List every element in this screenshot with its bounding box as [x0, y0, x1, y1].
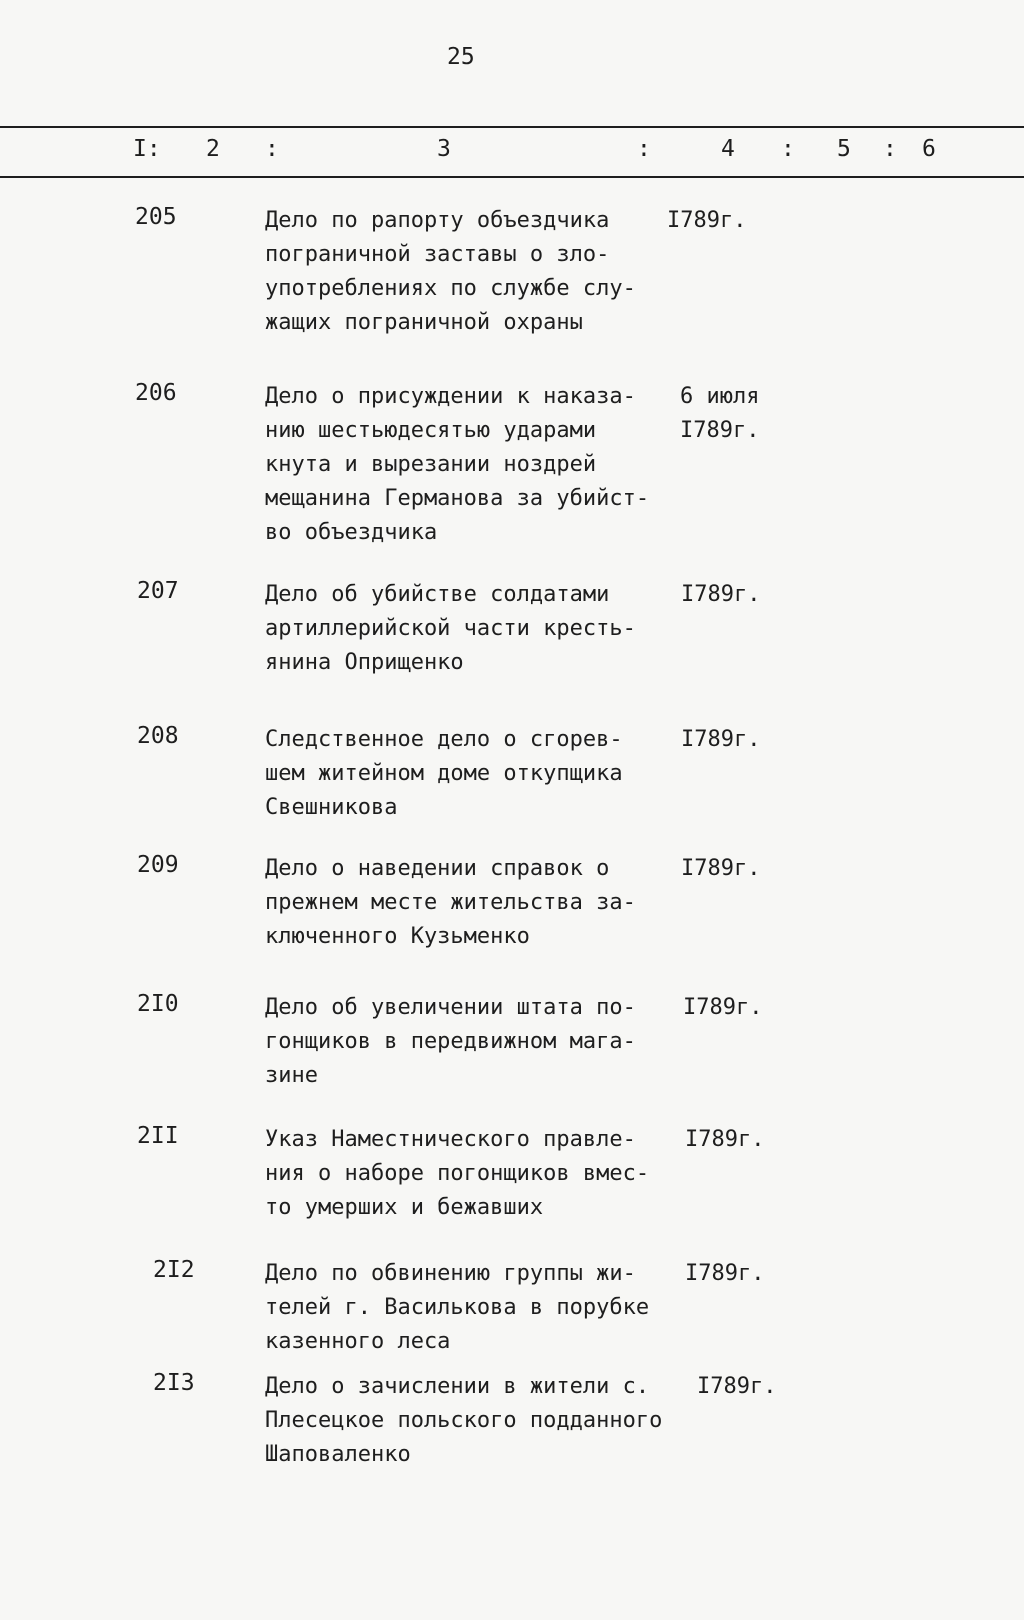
header-separator: : [781, 136, 795, 162]
entry-number: 2I0 [137, 991, 179, 1017]
date-line: I789г. [685, 1261, 765, 1286]
description-line: Указ Наместнического правле- [265, 1127, 636, 1152]
description-line: Свешникова [265, 795, 398, 820]
header-separator: : [637, 136, 651, 162]
table-header-top-rule [0, 126, 1024, 128]
entry-number: 2I2 [153, 1257, 195, 1283]
description-line: употреблениях по службе слу- [265, 276, 636, 301]
entry-date [667, 204, 746, 238]
header-col-6: 6 [922, 136, 936, 162]
header-col-4: 4 [721, 136, 735, 162]
description-line: гонщиков в передвижном мага- [265, 1029, 636, 1054]
entry-description [265, 1370, 662, 1472]
description-line: Следственное дело о сгорев- [265, 727, 623, 752]
entry-description [265, 991, 636, 1093]
description-line: мещанина Германова за убийст- [265, 486, 650, 511]
description-line: телей г. Василькова в порубке [265, 1295, 650, 1320]
header-separator: : [265, 136, 279, 162]
description-line: Дело об увеличении штата по- [265, 995, 636, 1020]
date-line: I789г. [681, 856, 761, 881]
header-separator: : [883, 136, 897, 162]
entry-date [697, 1370, 776, 1404]
date-line: I789г. [680, 418, 760, 443]
entry-date [685, 1123, 764, 1157]
entry-description [265, 723, 623, 825]
table-header-bottom-rule [0, 176, 1024, 178]
description-line: артиллерийской части кресть- [265, 616, 636, 641]
description-line: Плесецкое польского подданного [265, 1408, 663, 1433]
entry-date [680, 380, 759, 448]
entry-date [681, 723, 760, 757]
description-line: зине [265, 1063, 318, 1088]
description-line: Шаповаленко [265, 1442, 411, 1467]
description-line: прежнем месте жительства за- [265, 890, 636, 915]
header-col-2: 2 [206, 136, 220, 162]
description-line: Дело по рапорту объездчика [265, 208, 610, 233]
entry-number: 205 [135, 204, 177, 230]
entry-number: 209 [137, 852, 179, 878]
entry-date [683, 991, 762, 1025]
date-line: I789г. [697, 1374, 777, 1399]
entry-number: 2I3 [153, 1370, 195, 1396]
date-line: I789г. [681, 727, 761, 752]
entry-number: 207 [137, 578, 179, 604]
header-col-1: I: [133, 136, 161, 162]
entry-description [265, 380, 649, 550]
date-line: I789г. [681, 582, 761, 607]
description-line: казенного леса [265, 1329, 451, 1354]
description-line: Дело об убийстве солдатами [265, 582, 610, 607]
description-line: шем житейном доме откупщика [265, 761, 623, 786]
entry-date [681, 578, 760, 612]
description-line: Дело о присуждении к наказа- [265, 384, 636, 409]
date-line: I789г. [683, 995, 763, 1020]
entry-description [265, 852, 636, 954]
description-line: кнута и вырезании ноздрей [265, 452, 597, 477]
entry-description [265, 1257, 649, 1359]
description-line: нию шестьюдесятью ударами [265, 418, 597, 443]
header-col-5: 5 [837, 136, 851, 162]
entry-description [265, 204, 636, 340]
entry-number: 208 [137, 723, 179, 749]
entry-description [265, 1123, 649, 1225]
date-line: I789г. [667, 208, 747, 233]
date-line: I789г. [685, 1127, 765, 1152]
description-line: Дело о зачислении в жители с. [265, 1374, 650, 1399]
description-line: янина Оприщенко [265, 650, 464, 675]
entry-date [681, 852, 760, 886]
description-line: ключенного Кузьменко [265, 924, 530, 949]
description-line: ния о наборе погонщиков вмес- [265, 1161, 650, 1186]
description-line: во объездчика [265, 520, 438, 545]
description-line: то умерших и бежавших [265, 1195, 544, 1220]
description-line: Дело по обвинению группы жи- [265, 1261, 636, 1286]
description-line: пограничной заставы о зло- [265, 242, 610, 267]
description-line: Дело о наведении справок о [265, 856, 610, 881]
description-line: жащих пограничной охраны [265, 310, 583, 335]
header-col-3: 3 [437, 136, 451, 162]
date-line: 6 июля [680, 384, 760, 409]
entry-description [265, 578, 636, 680]
page-number: 25 [447, 44, 475, 70]
entry-number: 206 [135, 380, 177, 406]
entry-number: 2II [137, 1123, 179, 1149]
entry-date [685, 1257, 764, 1291]
